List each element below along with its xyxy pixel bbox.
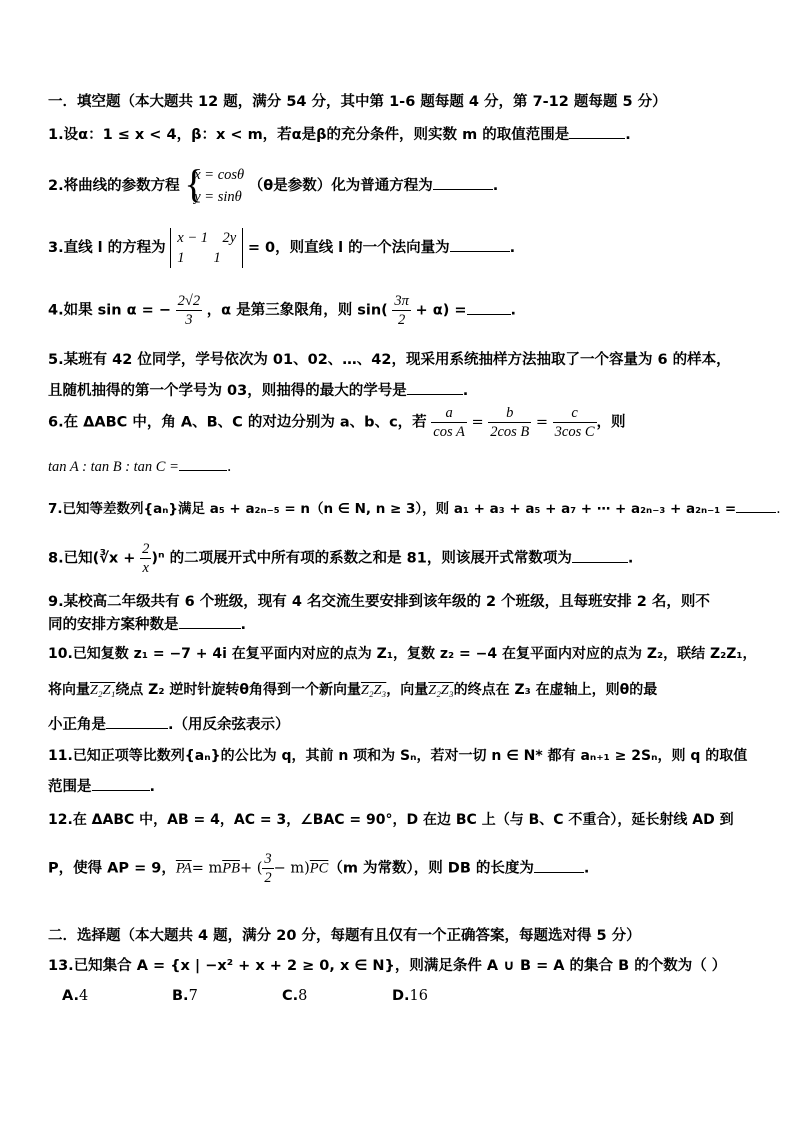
section-1-header: 一．填空题（本大题共 12 题，满分 54 分，其中第 1-6 题每题 4 分，第 7-12 题每题 5 分）	[48, 94, 667, 110]
fraction: $\frac{3\pi}{2}$	[394, 293, 409, 328]
answer-blank	[467, 300, 511, 315]
question-4: 4.如果 sin α = − $\frac{2√2}{3}$ ，α 是第三象限角，则 sin( $\frac{3\pi}{2}$ + α) = .	[48, 293, 517, 328]
fraction: $\frac{c}{\text{3cos C}}$	[554, 405, 595, 440]
fraction: $\frac{2}{x}$	[142, 541, 150, 576]
question-10-line-3: 小正角是 .（用反余弦表示）	[48, 714, 758, 735]
vector: $\overline{PB}$	[222, 860, 240, 877]
question-13: 13.已知集合 A = {x | −x² + x + 2 ≥ 0, x ∈ N}，则满足条件 A ∪ B = A 的集合 B 的个数为（ ）	[48, 958, 727, 974]
parametric-system: { x = cosθ y = sinθ	[184, 161, 245, 206]
question-10: 10.已知复数 z₁ = −7 + 4i 在复平面内对应的点为 Z₁，复数 z₂ = −4 在复平面内对应的点为 Z₂，联结 Z₂Z₁，	[48, 646, 757, 662]
question-number: 6.	[48, 414, 64, 431]
fraction: $\frac{2√2}{3}$	[177, 293, 201, 328]
answer-blank	[572, 548, 628, 563]
question-6-line-2: tan A : tan B : tan C = .	[48, 456, 758, 477]
answer-blank	[736, 498, 776, 513]
answer-blank	[407, 380, 463, 395]
answer-blank	[569, 124, 625, 139]
question-11-line-2: 范围是 .	[48, 776, 758, 797]
question-number: 7.	[48, 501, 63, 517]
question-6: 6.在 ΔABC 中，角 A、B、C 的对边分别为 a、b、c，若 $\frac{a}{\text{cos A}}$ = $\frac{b}{\text{2cos B}}$ = $\frac{c}{\text{3cos C}}$ ，则	[48, 405, 626, 440]
vector: Z₂Z₃	[360, 683, 387, 698]
question-1: 1.设α：1 ≤ x < 4，β：x < m，若α是β的充分条件，则实数 m 的取值范围是 .	[48, 124, 758, 145]
question-number: 4.	[48, 302, 64, 319]
question-5: 5.某班有 42 位同学，学号依次为 01、02、…、42，现采用系统抽样方法抽取了一个容量为 6 的样本，	[48, 352, 731, 368]
answer-blank	[433, 175, 493, 190]
question-number: 5.	[48, 352, 64, 368]
question-number: 1.	[48, 127, 64, 143]
question-11: 11.已知正项等比数列{aₙ}的公比为 q，其前 n 项和为 Sₙ，若对一切 n ∈ N* 都有 aₙ₊₁ ≥ 2Sₙ，则 q 的取值	[48, 748, 748, 764]
question-text: 设α：1 ≤ x < 4，β：x < m，若α是β的充分条件，则实数 m 的取值范围是	[63, 127, 570, 143]
answer-blank	[106, 714, 168, 729]
fraction: $\frac{3}{2}$	[264, 851, 272, 886]
answer-blank	[179, 614, 241, 629]
question-3: 3.直线 l 的方程为 x − 1 2y 1 1 = 0，则直线 l 的一个法向量为 .	[48, 230, 516, 266]
fraction: $\frac{a}{\text{cos A}}$	[433, 405, 465, 440]
question-number: 9.	[48, 594, 64, 610]
question-number: 11.	[48, 748, 73, 764]
option-c[interactable]: C.8	[282, 988, 308, 1004]
vector: $\overline{PC}$	[309, 860, 329, 877]
question-9: 9.某校高二年级共有 6 个班级，现有 4 名交流生要安排到该年级的 2 个班级，且每班安排 2 名，则不	[48, 594, 710, 610]
option-a[interactable]: A.4	[62, 988, 89, 1004]
question-12: 12.在 ΔABC 中，AB = 4，AC = 3，∠BAC = 90°，D 在边 BC 上（与 B、C 不重合），延长射线 AD 到	[48, 812, 734, 828]
vector: $\overline{PA}$	[175, 860, 192, 877]
question-number: 10.	[48, 646, 73, 662]
question-number: 8.	[48, 550, 64, 567]
answer-blank	[534, 858, 584, 873]
answer-blank	[450, 237, 510, 252]
option-b[interactable]: B.7	[172, 988, 198, 1004]
option-d[interactable]: D.16	[392, 988, 428, 1004]
answer-blank	[92, 776, 150, 791]
section-2-header: 二．选择题（本大题共 4 题，满分 20 分，每题有且仅有一个正确答案，每题选对得 5 分）	[48, 928, 641, 944]
question-2: 2.将曲线的参数方程 { x = cosθ y = sinθ （θ是参数）化为普通方程为 .	[48, 161, 499, 206]
question-number: 3.	[48, 240, 64, 256]
question-10-line-2: 将向量Z₂Z₁绕点 Z₂ 逆时针旋转θ角得到一个新向量Z₂Z₃，向量Z₂Z₃的终点在 Z₃ 在虚轴上，则θ的最	[48, 682, 658, 698]
determinant: x − 1 2y 1 1	[170, 228, 243, 268]
fraction: $\frac{b}{\text{2cos B}}$	[490, 405, 530, 440]
question-5-line-2: 且随机抽得的第一个学号为 03，则抽得的最大的学号是 .	[48, 380, 758, 401]
question-number: 13.	[48, 958, 74, 974]
question-number: 12.	[48, 812, 73, 828]
question-number: 2.	[48, 178, 64, 194]
vector: Z₂Z₁	[90, 683, 116, 698]
question-8: 8.已知(∛x + $\frac{2}{x}$ )ⁿ 的二项展开式中所有项的系数之和是 81，则该展开式常数项为 .	[48, 541, 634, 576]
question-9-line-2: 同的安排方案种数是 .	[48, 614, 758, 635]
question-13-options	[62, 986, 772, 1006]
answer-blank	[179, 456, 227, 471]
question-12-line-2: P，使得 AP = 9，$\overline{PA}= m\overline{PB}+$ ( $\frac{3}{2}$ − $m)\overline{PC}(m$ 为常数），则 DB 的长度为 .	[48, 851, 590, 886]
vector: Z₂Z₃	[428, 683, 454, 698]
question-7: 7.已知等差数列{aₙ}满足 a₅ + a₂ₙ₋₅ = n（n ∈ N, n ≥ 3），则 a₁ + a₃ + a₅ + a₇ + ⋯ + a₂ₙ₋₃ + a₂ₙ₋₁ = .	[48, 498, 758, 519]
